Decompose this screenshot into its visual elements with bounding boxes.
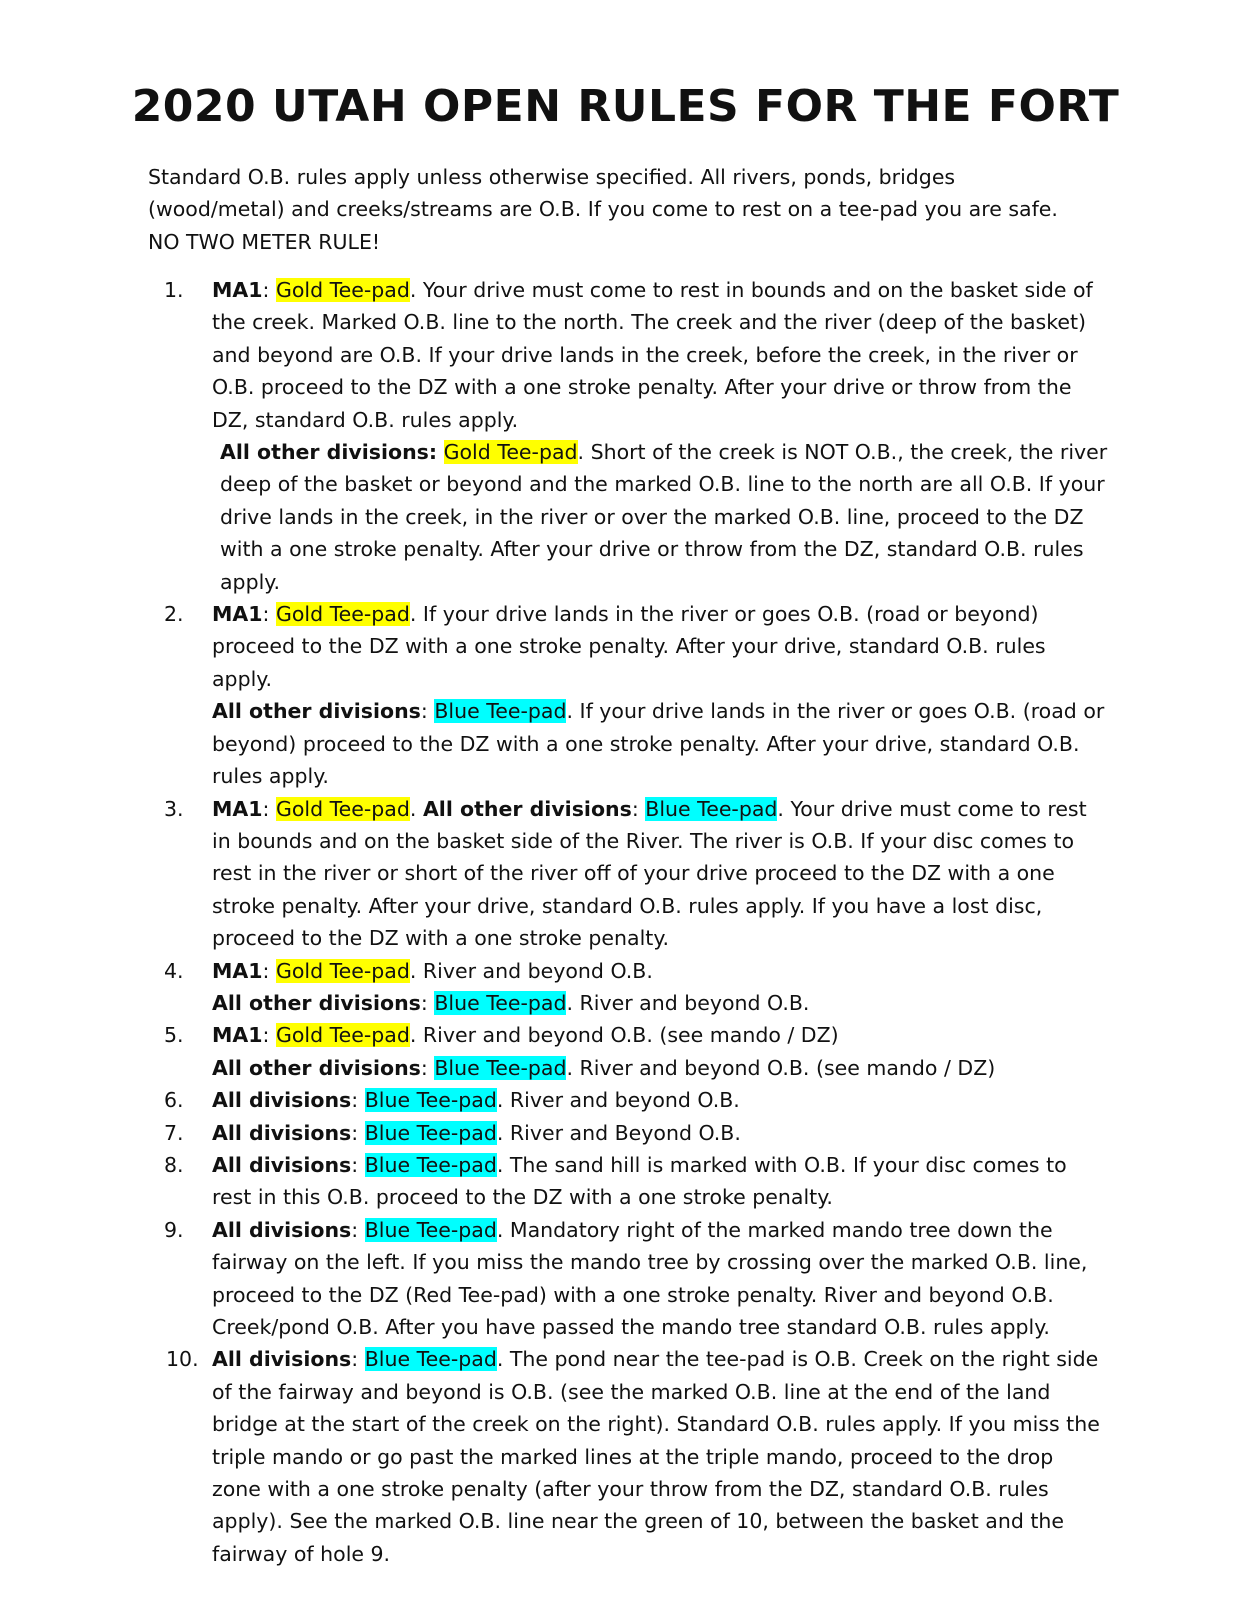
rules-list <box>148 274 1108 1570</box>
blue-tee-highlight: Blue Tee-pad <box>434 1055 567 1080</box>
blue-tee-highlight: Blue Tee-pad <box>645 796 778 821</box>
other-divisions-paragraph: All other divisions: Blue Tee-pad. River and beyond O.B. <box>212 990 810 1015</box>
list-item <box>148 1214 1108 1344</box>
rule-paragraph: All divisions: Blue Tee-pad. The pond near the tee-pad is O.B. Creek on the right side of the fairway and beyond is O.B. (see the marked O.B. line at the end of the land bridge at the start of the creek on the right). Standard O.B. rules apply. If you miss the triple mando or go past the marked lines at the triple mando, proceed to the drop zone with a one stroke penalty (after your throw from the DZ, standard O.B. rules apply). See the marked O.B. line near the green of 10, between the basket and the fairway of hole 9. <box>212 1347 1100 1566</box>
ma1-paragraph: MA1: Gold Tee-pad. River and beyond O.B. (see mando / DZ) <box>212 1023 839 1048</box>
list-item <box>148 1084 1108 1116</box>
blue-tee-highlight: Blue Tee-pad <box>364 1120 497 1145</box>
other-divisions-paragraph: All other divisions: Blue Tee-pad. River and beyond O.B. (see mando / DZ) <box>212 1055 996 1080</box>
gold-tee-highlight: Gold Tee-pad <box>275 796 410 821</box>
list-item <box>148 955 1108 1020</box>
item-number: 3. <box>164 796 184 821</box>
item-number: 4. <box>164 958 184 983</box>
ma1-paragraph: MA1: Gold Tee-pad. River and beyond O.B. <box>212 958 653 983</box>
blue-tee-highlight: Blue Tee-pad <box>434 990 567 1015</box>
gold-tee-highlight: Gold Tee-pad <box>275 958 410 983</box>
page-title: 2020 UTAH OPEN RULES FOR THE FORT <box>131 81 1120 132</box>
item-number: 2. <box>164 602 184 627</box>
item-number: 1. <box>164 278 184 302</box>
item-number: 5. <box>164 1023 184 1048</box>
list-item <box>148 1117 1108 1149</box>
list-item <box>148 1343 1108 1570</box>
other-divisions-paragraph: All other divisions: Blue Tee-pad. If your drive lands in the river or goes O.B. (road or beyond) proceed to the DZ with a one stroke penalty. After your drive, standard O.B. rules apply. <box>212 699 1105 789</box>
blue-tee-highlight: Blue Tee-pad <box>434 699 567 724</box>
item-number: 10. <box>166 1347 199 1372</box>
rule-paragraph: All divisions: Blue Tee-pad. The sand hill is marked with O.B. If your disc comes to rest in this O.B. proceed to the DZ with a one stroke penalty. <box>212 1152 1067 1210</box>
ma1-paragraph: MA1: Gold Tee-pad. Your drive must come to rest in bounds and on the basket side of the creek. Marked O.B. line to the north. The creek and the river (deep of the basket) and beyond are O.B. If your drive lands in the creek, before the creek, in the river or O.B. proceed to the DZ with a one stroke penalty. After your drive or throw from the DZ, standard O.B. rules apply. <box>212 278 1093 432</box>
item-number: 9. <box>164 1217 184 1242</box>
ma1-paragraph: MA1: Gold Tee-pad. If your drive lands in the river or goes O.B. (road or beyond) proceed to the DZ with a one stroke penalty. After your drive, standard O.B. rules apply. <box>212 602 1046 691</box>
blue-tee-highlight: Blue Tee-pad <box>364 1088 497 1113</box>
other-divisions-paragraph: All other divisions: Gold Tee-pad. Short of the creek is NOT O.B., the creek, the river deep of the basket or beyond and the marked O.B. line to the north are all O.B. If your drive lands in the creek, in the river or over the marked O.B. line, proceed to the DZ with a one stroke penalty. After your drive or throw from the DZ, standard O.B. rules apply. <box>220 440 1108 594</box>
item-number: 6. <box>164 1088 184 1113</box>
rule-paragraph: All divisions: Blue Tee-pad. River and beyond O.B. <box>212 1088 740 1113</box>
gold-tee-highlight: Gold Tee-pad <box>443 440 578 465</box>
blue-tee-highlight: Blue Tee-pad <box>364 1152 497 1177</box>
list-item <box>148 793 1108 955</box>
rule-paragraph: All divisions: Blue Tee-pad. Mandatory right of the marked mando tree down the fairway on the left. If you miss the mando tree by crossing over the marked O.B. line, proceed to the DZ (Red Tee-pad) with a one stroke penalty. River and beyond O.B. Creek/pond O.B. After you have passed the mando tree standard O.B. rules apply. <box>212 1217 1088 1339</box>
gold-tee-highlight: Gold Tee-pad <box>275 602 410 627</box>
list-item <box>148 1019 1108 1084</box>
blue-tee-highlight: Blue Tee-pad <box>364 1347 497 1372</box>
gold-tee-highlight: Gold Tee-pad <box>275 278 410 302</box>
rule-paragraph: All divisions: Blue Tee-pad. River and Beyond O.B. <box>212 1120 741 1145</box>
list-item <box>148 598 1108 792</box>
gold-tee-highlight: Gold Tee-pad <box>275 1023 410 1048</box>
rule-paragraph: MA1: Gold Tee-pad. All other divisions: Blue Tee-pad. Your drive must come to rest in bounds and on the basket side of the River. The river is O.B. If your disc comes to rest in the river or short of the river off of your drive proceed to the DZ with a one stroke penalty. After your drive, standard O.B. rules apply. If you have a lost disc, proceed to the DZ with a one stroke penalty. <box>212 796 1087 951</box>
item-number: 8. <box>164 1152 184 1177</box>
list-item <box>148 274 1108 598</box>
intro-paragraph: Standard O.B. rules apply unless otherwise specified. All rivers, ponds, bridges (wood/metal) and creeks/streams are O.B. If you come to rest on a tee-pad you are safe. NO TWO METER RULE! <box>148 165 1058 254</box>
blue-tee-highlight: Blue Tee-pad <box>364 1217 497 1242</box>
list-item <box>148 1149 1108 1214</box>
item-number: 7. <box>164 1120 184 1145</box>
